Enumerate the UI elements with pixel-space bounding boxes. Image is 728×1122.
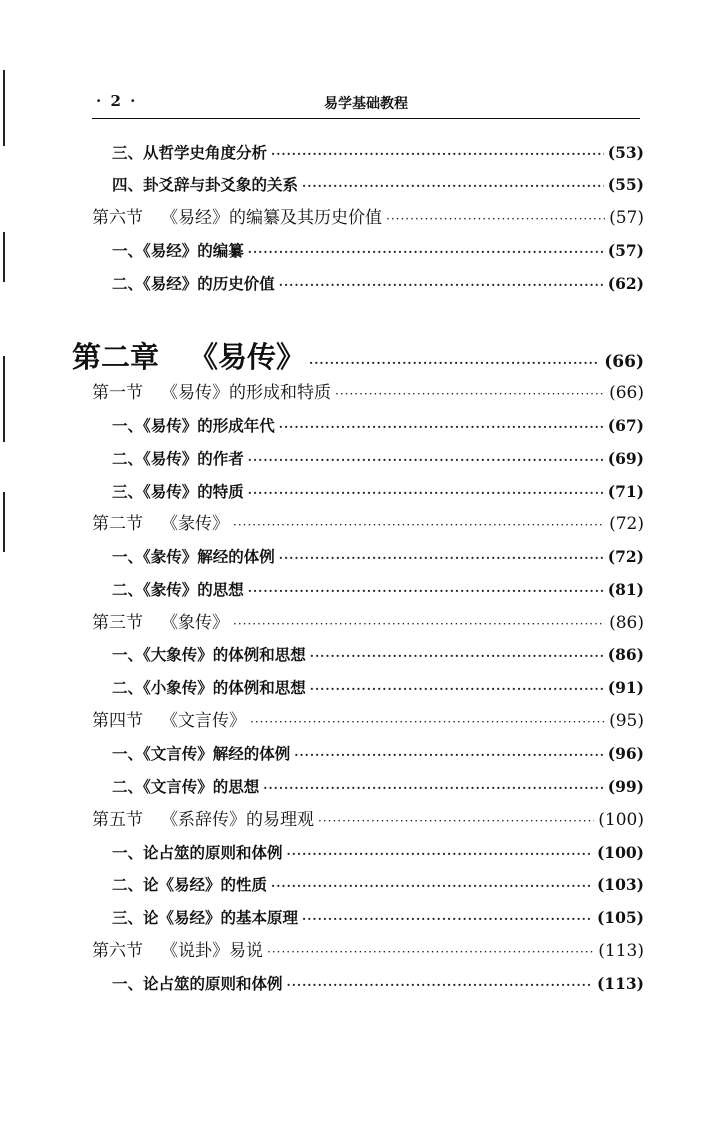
toc-entry-title (92, 708, 246, 734)
toc-entry-text: 《文言传》的思想 (143, 777, 260, 796)
dot-leader (309, 343, 600, 383)
toc-entry-number: 四、 (112, 175, 144, 194)
toc-entry-title (112, 271, 275, 297)
toc-section-row (0, 511, 644, 537)
toc-section-row (0, 807, 644, 833)
toc-entry-number: 二、 (112, 580, 144, 599)
toc-page-number: (62) (607, 274, 644, 293)
toc-section-row (0, 610, 644, 636)
toc-page-number: (72) (607, 547, 644, 566)
toc-entry-number: 一、 (112, 974, 144, 993)
toc-entry-text: 《文言传》 (161, 711, 246, 731)
toc-section-row (0, 205, 644, 231)
toc-entry-title (72, 337, 305, 377)
toc-entry-title (112, 446, 244, 472)
toc-item-row (0, 446, 644, 472)
toc-entry-text: 《易传》的形成年代 (143, 416, 275, 435)
toc-entry-title (112, 774, 259, 800)
dot-leader (302, 906, 593, 932)
toc-entry-title (92, 511, 229, 537)
dot-leader (318, 808, 594, 834)
toc-entry-number: 三、 (112, 482, 144, 501)
dot-leader (279, 272, 604, 298)
toc-entry-number: 二、 (112, 777, 144, 796)
scan-edge-line (3, 70, 5, 146)
dot-leader (335, 381, 605, 407)
toc-page-number: (105) (596, 908, 644, 927)
toc-entry-title (112, 642, 306, 668)
toc-page-number: (100) (598, 810, 644, 830)
toc-entry-number: 二、 (112, 875, 144, 894)
dot-leader (310, 643, 604, 669)
dot-leader (248, 578, 604, 604)
dot-leader (287, 841, 593, 867)
dot-leader (279, 545, 604, 571)
toc-chapter-row (0, 337, 644, 377)
toc-entry-title (112, 479, 244, 505)
dot-leader (233, 512, 605, 538)
toc-page-number: (86) (607, 645, 644, 664)
toc-page-number: (103) (596, 875, 644, 894)
toc-entry-text: 《易经》的历史价值 (143, 274, 275, 293)
toc-entry-title (112, 905, 298, 931)
toc-entry-text: 《大象传》的体例和思想 (143, 645, 306, 664)
toc-entry-title (92, 380, 331, 406)
toc-page-number: (91) (607, 678, 644, 697)
toc-entry-text: 卦爻辞与卦爻象的关系 (143, 175, 299, 194)
toc-item-row (0, 140, 644, 166)
toc-entry-text: 《说卦》易说 (161, 941, 263, 961)
toc-page-number: (95) (609, 711, 644, 731)
toc-entry-text: 论占筮的原则和体例 (143, 843, 283, 862)
toc-entry-text: 《易传》的形成和特质 (161, 383, 331, 403)
toc-entry-text: 从哲学史角度分析 (143, 143, 268, 162)
toc-page-number: (71) (607, 482, 644, 501)
toc-entry-number: 一、 (112, 744, 144, 763)
toc-entry-text: 《象传》 (161, 613, 229, 633)
toc-entry-text: 《易经》的编纂及其历史价值 (161, 208, 382, 228)
page-number: · 2 · (96, 92, 138, 110)
toc-page-number: (81) (607, 580, 644, 599)
dot-leader (271, 141, 604, 167)
toc-item-row (0, 741, 644, 767)
toc-entry-title (92, 938, 263, 964)
toc-item-row (0, 840, 644, 866)
toc-entry-title (112, 741, 290, 767)
toc-page-number: (66) (609, 383, 644, 403)
toc-entry-title (112, 544, 275, 570)
toc-page-number: (96) (607, 744, 644, 763)
toc-entry-title (112, 172, 298, 198)
toc-entry-text: 论《易经》的性质 (143, 875, 268, 894)
toc-entry-number: 三、 (112, 908, 144, 927)
toc-entry-number: 第二章 (72, 340, 160, 374)
toc-item-row (0, 479, 644, 505)
dot-leader (267, 939, 594, 965)
dot-leader (271, 873, 593, 899)
toc-section-row (0, 708, 644, 734)
toc-entry-text: 《系辞传》的易理观 (161, 810, 314, 830)
toc-entry-number: 一、 (112, 843, 144, 862)
toc-entry-text: 《文言传》解经的体例 (143, 744, 291, 763)
toc-entry-number: 第四节 (92, 711, 143, 731)
toc-entry-text: 《彖传》解经的体例 (143, 547, 275, 566)
toc-entry-title (112, 238, 244, 264)
toc-page-number: (86) (609, 613, 644, 633)
toc-entry-text: 《彖传》的思想 (143, 580, 244, 599)
toc-entry-title (112, 577, 244, 603)
toc-page-number: (113) (596, 974, 644, 993)
toc-entry-title (112, 413, 275, 439)
toc-entry-title (92, 610, 229, 636)
toc-entry-title (112, 840, 283, 866)
toc-page-number: (69) (607, 449, 644, 468)
toc-entry-number: 一、 (112, 416, 144, 435)
toc-entry-number: 二、 (112, 449, 144, 468)
toc-item-row (0, 544, 644, 570)
toc-entry-number: 一、 (112, 241, 144, 260)
toc-page-number: (113) (598, 941, 644, 961)
toc-entry-text: 《易传》 (189, 340, 306, 374)
toc-entry-title (92, 205, 382, 231)
toc-item-row (0, 271, 644, 297)
toc-entry-number: 第六节 (92, 208, 143, 228)
toc-entry-title (92, 807, 314, 833)
toc-page-number: (57) (609, 208, 644, 228)
book-title: 易学基础教程 (324, 96, 408, 112)
toc-entry-text: 《易传》的特质 (143, 482, 244, 501)
toc-item-row (0, 238, 644, 264)
toc-entry-number: 三、 (112, 143, 144, 162)
toc-entry-number: 一、 (112, 547, 144, 566)
toc-entry-text: 论《易经》的基本原理 (143, 908, 299, 927)
dot-leader (287, 972, 593, 998)
toc-entry-title (112, 140, 267, 166)
toc-entry-text: 《小象传》的体例和思想 (143, 678, 306, 697)
toc-entry-text: 《易传》的作者 (143, 449, 244, 468)
page-header (92, 92, 640, 119)
toc-entry-title (112, 675, 306, 701)
dot-leader (294, 742, 603, 768)
dot-leader (263, 775, 603, 801)
dot-leader (279, 414, 604, 440)
toc-item-row (0, 577, 644, 603)
toc-entry-number: 第二节 (92, 514, 143, 534)
toc-entry-number: 第六节 (92, 941, 143, 961)
toc-item-row (0, 971, 644, 997)
toc-item-row (0, 905, 644, 931)
dot-leader (248, 480, 604, 506)
toc-item-row (0, 774, 644, 800)
toc-page-number: (55) (607, 175, 644, 194)
toc-entry-title (112, 872, 267, 898)
toc-entry-number: 第五节 (92, 810, 143, 830)
toc-entry-text: 《易经》的编纂 (143, 241, 244, 260)
toc-page-number: (100) (596, 843, 644, 862)
toc-entry-number: 第一节 (92, 383, 143, 403)
toc-section-row (0, 938, 644, 964)
dot-leader (310, 676, 604, 702)
dot-leader (248, 447, 604, 473)
toc-item-row (0, 172, 644, 198)
toc-entry-number: 一、 (112, 645, 144, 664)
toc-page-number: (57) (607, 241, 644, 260)
toc-page-number: (99) (607, 777, 644, 796)
toc-page-number: (53) (607, 143, 644, 162)
toc-entry-number: 二、 (112, 678, 144, 697)
toc-section-row (0, 380, 644, 406)
toc-entry-title (112, 971, 283, 997)
toc-entry-text: 《彖传》 (161, 514, 229, 534)
toc-page-number: (67) (607, 416, 644, 435)
toc-entry-number: 第三节 (92, 613, 143, 633)
toc-entry-number: 二、 (112, 274, 144, 293)
toc-page-number: (72) (609, 514, 644, 534)
dot-leader (248, 239, 604, 265)
toc-item-row (0, 413, 644, 439)
toc-item-row (0, 642, 644, 668)
toc-item-row (0, 675, 644, 701)
toc-entry-text: 论占筮的原则和体例 (143, 974, 283, 993)
dot-leader (386, 206, 605, 232)
dot-leader (250, 709, 605, 735)
dot-leader (233, 611, 605, 637)
toc-item-row (0, 872, 644, 898)
dot-leader (302, 173, 604, 199)
toc-page-number: (66) (604, 352, 644, 372)
